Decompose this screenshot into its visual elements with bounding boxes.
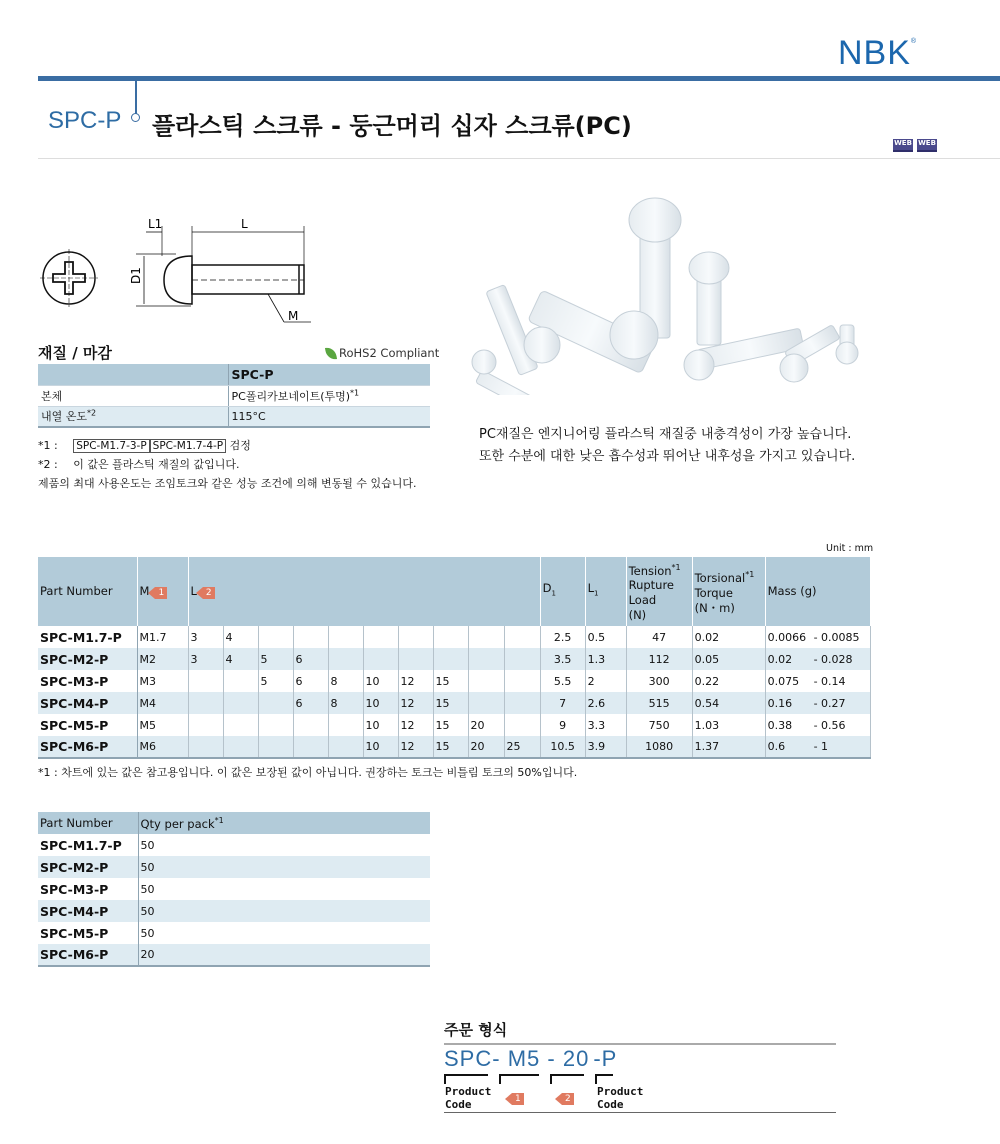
l-length [328, 626, 363, 648]
product-description [479, 424, 855, 468]
table-row [38, 714, 870, 736]
torque-value: 0.05 [692, 648, 765, 670]
l-length [504, 714, 540, 736]
l-length [188, 692, 223, 714]
l-label: L [241, 217, 248, 231]
order-format-title: 주문 형식 [444, 1021, 508, 1039]
mass-max: - 0.0085 [813, 630, 860, 644]
torque-value: 1.03 [692, 714, 765, 736]
header-mass: Mass (g) [765, 557, 870, 626]
l-length: 25 [504, 736, 540, 758]
l-length: 4 [223, 648, 258, 670]
footnote-mark: *1 [745, 570, 755, 580]
code-part: M5 [507, 1046, 541, 1071]
subscript: 1 [594, 589, 599, 598]
table-row [38, 385, 430, 406]
part-number: SPC-M5-P [38, 714, 137, 736]
label-line: Code [445, 1098, 472, 1111]
qty-value: 50 [138, 900, 430, 922]
d1-label: D1 [129, 267, 143, 284]
l-length [258, 692, 293, 714]
qty-value: 20 [138, 944, 430, 966]
label-line: Code [597, 1098, 624, 1111]
l-length: 15 [433, 692, 468, 714]
label-line: Product [597, 1085, 644, 1098]
tag-arrow-icon: 2 [562, 1093, 574, 1105]
product-code: SPC-P [48, 107, 122, 134]
l-length [468, 670, 504, 692]
label-line: Product [445, 1085, 492, 1098]
tag-arrow-icon: 1 [512, 1093, 524, 1105]
tag-arrow-icon: 1 [155, 587, 167, 599]
leaf-icon [325, 346, 337, 361]
code-part: - [593, 1046, 602, 1071]
brand-text: NBK [838, 34, 911, 72]
table-row [38, 648, 870, 670]
l-length: 8 [328, 692, 363, 714]
header-text: Rupture [628, 578, 675, 593]
l-length: 10 [363, 670, 398, 692]
footnote-mark: *1 [214, 815, 224, 825]
tag-1 [506, 1086, 524, 1105]
l-length: 12 [398, 736, 433, 758]
l-length: 3 [188, 648, 223, 670]
l-length: 15 [433, 714, 468, 736]
l-length [363, 648, 398, 670]
part-number: SPC-M2-P [38, 856, 138, 878]
l-length: 8 [328, 670, 363, 692]
mass-min: 0.02 [767, 652, 793, 666]
l-length [433, 648, 468, 670]
l-length [468, 626, 504, 648]
table-row [38, 922, 430, 944]
mass-max: - 0.028 [813, 652, 853, 666]
mass-min: 0.075 [767, 674, 800, 688]
d1-value: 5.5 [540, 670, 585, 692]
mass-min: 0.0066 [767, 630, 807, 644]
footnote-mark: *1 [671, 562, 681, 572]
part-number: SPC-M4-P [38, 692, 137, 714]
mass-max: - 0.56 [813, 718, 846, 732]
note-text: 이 값은 플라스틱 재질의 값입니다. [73, 458, 240, 471]
mass-value [765, 714, 870, 736]
l1-value: 3.3 [585, 714, 626, 736]
qty-value: 50 [140, 838, 155, 852]
header-text: L [190, 584, 197, 598]
row-label [38, 406, 228, 427]
page-title: 플라스틱 스크류 - 둥근머리 십자 스크류(PC) [152, 112, 632, 140]
part-number: SPC-M6-P [38, 944, 138, 966]
header-d1 [540, 557, 585, 626]
l-length: 6 [293, 670, 328, 692]
row-label: 본체 [38, 385, 228, 406]
header-connector [135, 80, 137, 114]
code-bracket [444, 1074, 488, 1084]
note-mark: *2 : [38, 458, 58, 471]
l-length: 15 [433, 736, 468, 758]
header-text: Tension [628, 563, 672, 578]
l-length [504, 626, 540, 648]
header-cell: SPC-P [228, 364, 430, 385]
table-header-row [38, 557, 870, 626]
m-size: M4 [137, 692, 188, 714]
header-l [188, 557, 540, 626]
l-length [504, 692, 540, 714]
d1-value: 9 [540, 714, 585, 736]
l-length: 20 [468, 736, 504, 758]
material-title: 재질 / 마감 [38, 344, 112, 362]
material-note-1 [38, 437, 251, 453]
l-length [188, 670, 223, 692]
table-row [38, 856, 430, 878]
l-length [293, 736, 328, 758]
header-text: L [587, 581, 595, 596]
l-length [328, 736, 363, 758]
table-row [38, 736, 870, 758]
header-text: (N) [628, 608, 647, 623]
l-length [433, 626, 468, 648]
tension-value: 47 [626, 626, 692, 648]
l-length [468, 648, 504, 670]
m-size: M6 [137, 736, 188, 758]
l-length: 12 [398, 714, 433, 736]
mass-value [765, 670, 870, 692]
l-length: 3 [188, 626, 223, 648]
l-length [223, 670, 258, 692]
part-number: SPC-M2-P [38, 648, 137, 670]
row-value [228, 385, 430, 406]
web-icon[interactable]: WEB [893, 139, 913, 152]
l-length [188, 714, 223, 736]
product-code-label [597, 1085, 643, 1111]
nbk-logo [838, 34, 917, 73]
header-text: Torque [694, 585, 733, 600]
table-row [38, 626, 870, 648]
product-code-label [445, 1085, 491, 1111]
code-bracket [499, 1074, 539, 1084]
code-part: 20 [562, 1046, 590, 1071]
registered-mark: ® [910, 38, 918, 45]
l-length [188, 736, 223, 758]
mass-min: 0.16 [767, 696, 793, 710]
order-divider [444, 1043, 836, 1045]
d1-value: 2.5 [540, 626, 585, 648]
m-size: M1.7 [137, 626, 188, 648]
m-size: M3 [137, 670, 188, 692]
web-icon[interactable]: WEB [917, 139, 937, 152]
qty-value: 50 [138, 856, 430, 878]
l-length: 10 [363, 736, 398, 758]
l-length [328, 714, 363, 736]
l-length [223, 714, 258, 736]
header-l1 [585, 557, 626, 626]
tension-value: 112 [626, 648, 692, 670]
header-text: Torsional [694, 570, 746, 585]
l-length [258, 626, 293, 648]
tension-value: 300 [626, 670, 692, 692]
product-photo [462, 190, 882, 395]
l-length: 5 [258, 648, 293, 670]
torque-value: 0.02 [692, 626, 765, 648]
table-row [38, 944, 430, 966]
code-bracket [595, 1074, 613, 1084]
d1-value: 10.5 [540, 736, 585, 758]
web-icons [893, 139, 937, 152]
table-row [38, 834, 430, 856]
header-qty [138, 812, 430, 834]
header-cell [38, 364, 228, 385]
l-length [328, 648, 363, 670]
l-length: 15 [433, 670, 468, 692]
note-mark: *1 : [38, 439, 58, 452]
header-rule [38, 76, 1000, 81]
mass-value [765, 626, 870, 648]
tag-arrow-icon: 2 [203, 587, 215, 599]
table-header-row [38, 364, 430, 385]
part-code-box: SPC-M1.7-4-P [150, 439, 226, 453]
m-size: M2 [137, 648, 188, 670]
unit-label: Unit : mm [826, 543, 874, 554]
l-length: 6 [293, 648, 328, 670]
l-length [223, 692, 258, 714]
part-number: SPC-M1.7-P [38, 834, 138, 856]
header-connector-ring [131, 113, 140, 122]
header-tension [626, 557, 692, 626]
footnote-mark: *1 [350, 387, 360, 397]
material-note-2 [38, 456, 239, 472]
m-label: M [288, 309, 299, 323]
l-length [504, 670, 540, 692]
code-part: - [547, 1046, 556, 1071]
table-row [38, 900, 430, 922]
d1-value: 3.5 [540, 648, 585, 670]
part-number: SPC-M1.7-P [38, 626, 137, 648]
code-part: P [601, 1046, 618, 1071]
tension-value: 1080 [626, 736, 692, 758]
mass-min: 0.6 [767, 740, 786, 753]
l1-value: 2 [585, 670, 626, 692]
table-row [38, 878, 430, 900]
rohs-label: RoHS2 Compliant [339, 346, 440, 360]
subscript: 1 [551, 589, 556, 598]
l1-value: 1.3 [585, 648, 626, 670]
tension-value: 515 [626, 692, 692, 714]
header-text: D [542, 581, 552, 596]
l-length [504, 648, 540, 670]
header-m [137, 557, 188, 626]
l-length: 4 [223, 626, 258, 648]
table-row [38, 670, 870, 692]
mass-max: - 0.27 [813, 696, 846, 710]
part-number: SPC-M6-P [38, 736, 137, 758]
l1-label: L1 [148, 217, 163, 231]
header-part-number: Part Number [38, 557, 137, 626]
spec-table [38, 557, 871, 759]
torque-value: 1.37 [692, 736, 765, 758]
mass-value [765, 648, 870, 670]
material-note-3: 제품의 최대 사용온도는 조임토크와 같은 성능 조건에 의해 변동될 수 있습니다. [38, 477, 417, 490]
torque-value: 0.54 [692, 692, 765, 714]
header-part-number: Part Number [38, 812, 138, 834]
l-length: 12 [398, 670, 433, 692]
l-length [293, 626, 328, 648]
spec-footnote: *1 : 차트에 있는 값은 참고용입니다. 이 값은 보장된 값이 아닙니다. 권장하는 토크는 비틀림 토크의 50%입니다. [38, 766, 578, 779]
d1-value: 7 [540, 692, 585, 714]
description-line: 또한 수분에 대한 낮은 흡수성과 뛰어난 내후성을 가지고 있습니다. [479, 449, 856, 464]
footnote-mark: *2 [87, 408, 97, 418]
header-text: Load [628, 593, 657, 608]
l-length: 10 [363, 692, 398, 714]
code-bracket [550, 1074, 584, 1084]
part-code-box: SPC-M1.7-3-P [73, 439, 149, 453]
l-length [363, 626, 398, 648]
tag-2 [556, 1086, 574, 1105]
m-size: M5 [137, 714, 188, 736]
header-divider [38, 158, 1000, 159]
l-length [223, 736, 258, 758]
table-row [38, 692, 870, 714]
l-length [293, 714, 328, 736]
mass-value [765, 736, 870, 758]
l1-value: 0.5 [585, 626, 626, 648]
description-line: PC재질은 엔지니어링 플라스틱 재질중 내충격성이 가장 높습니다. [479, 427, 852, 442]
screw-side-view-icon [136, 226, 311, 322]
value-text: PC폴리카보네이트(투명) [231, 389, 351, 403]
l-length: 6 [293, 692, 328, 714]
code-part: SPC- [444, 1046, 501, 1071]
l-length: 20 [468, 714, 504, 736]
l-length [398, 648, 433, 670]
mass-max: - 1 [813, 740, 829, 753]
rohs-badge [326, 346, 439, 360]
screw-dimension-diagram [36, 210, 316, 330]
order-code-example [444, 1046, 617, 1072]
material-table [38, 364, 430, 428]
mass-max: - 0.14 [813, 674, 846, 688]
l-length [258, 714, 293, 736]
l1-value: 2.6 [585, 692, 626, 714]
part-number: SPC-M3-P [38, 670, 137, 692]
part-number: SPC-M4-P [38, 900, 138, 922]
torque-value: 0.22 [692, 670, 765, 692]
l-length: 5 [258, 670, 293, 692]
l-length: 10 [363, 714, 398, 736]
table-row [38, 406, 430, 427]
tension-value: 750 [626, 714, 692, 736]
l-length [398, 626, 433, 648]
part-number: SPC-M5-P [38, 922, 138, 944]
label-text: 내열 온도 [41, 410, 88, 424]
l-length [468, 692, 504, 714]
note-text: 검정 [229, 439, 251, 452]
screw-top-view-icon [40, 249, 98, 307]
header-text: (N・m) [694, 600, 735, 615]
header-text: M [139, 584, 150, 598]
qty-value: 50 [140, 882, 155, 896]
l1-value: 3.9 [585, 736, 626, 758]
qty-table [38, 812, 430, 967]
l-length [258, 736, 293, 758]
qty-value: 50 [140, 926, 155, 940]
header-text: Qty per pack [140, 816, 215, 831]
header-torsional [692, 557, 765, 626]
part-number: SPC-M3-P [38, 878, 138, 900]
mass-min: 0.38 [767, 718, 793, 732]
mass-value [765, 692, 870, 714]
row-value: 115°C [228, 406, 430, 427]
l-length: 12 [398, 692, 433, 714]
order-bottom-rule [444, 1112, 836, 1113]
table-header-row [38, 812, 430, 834]
